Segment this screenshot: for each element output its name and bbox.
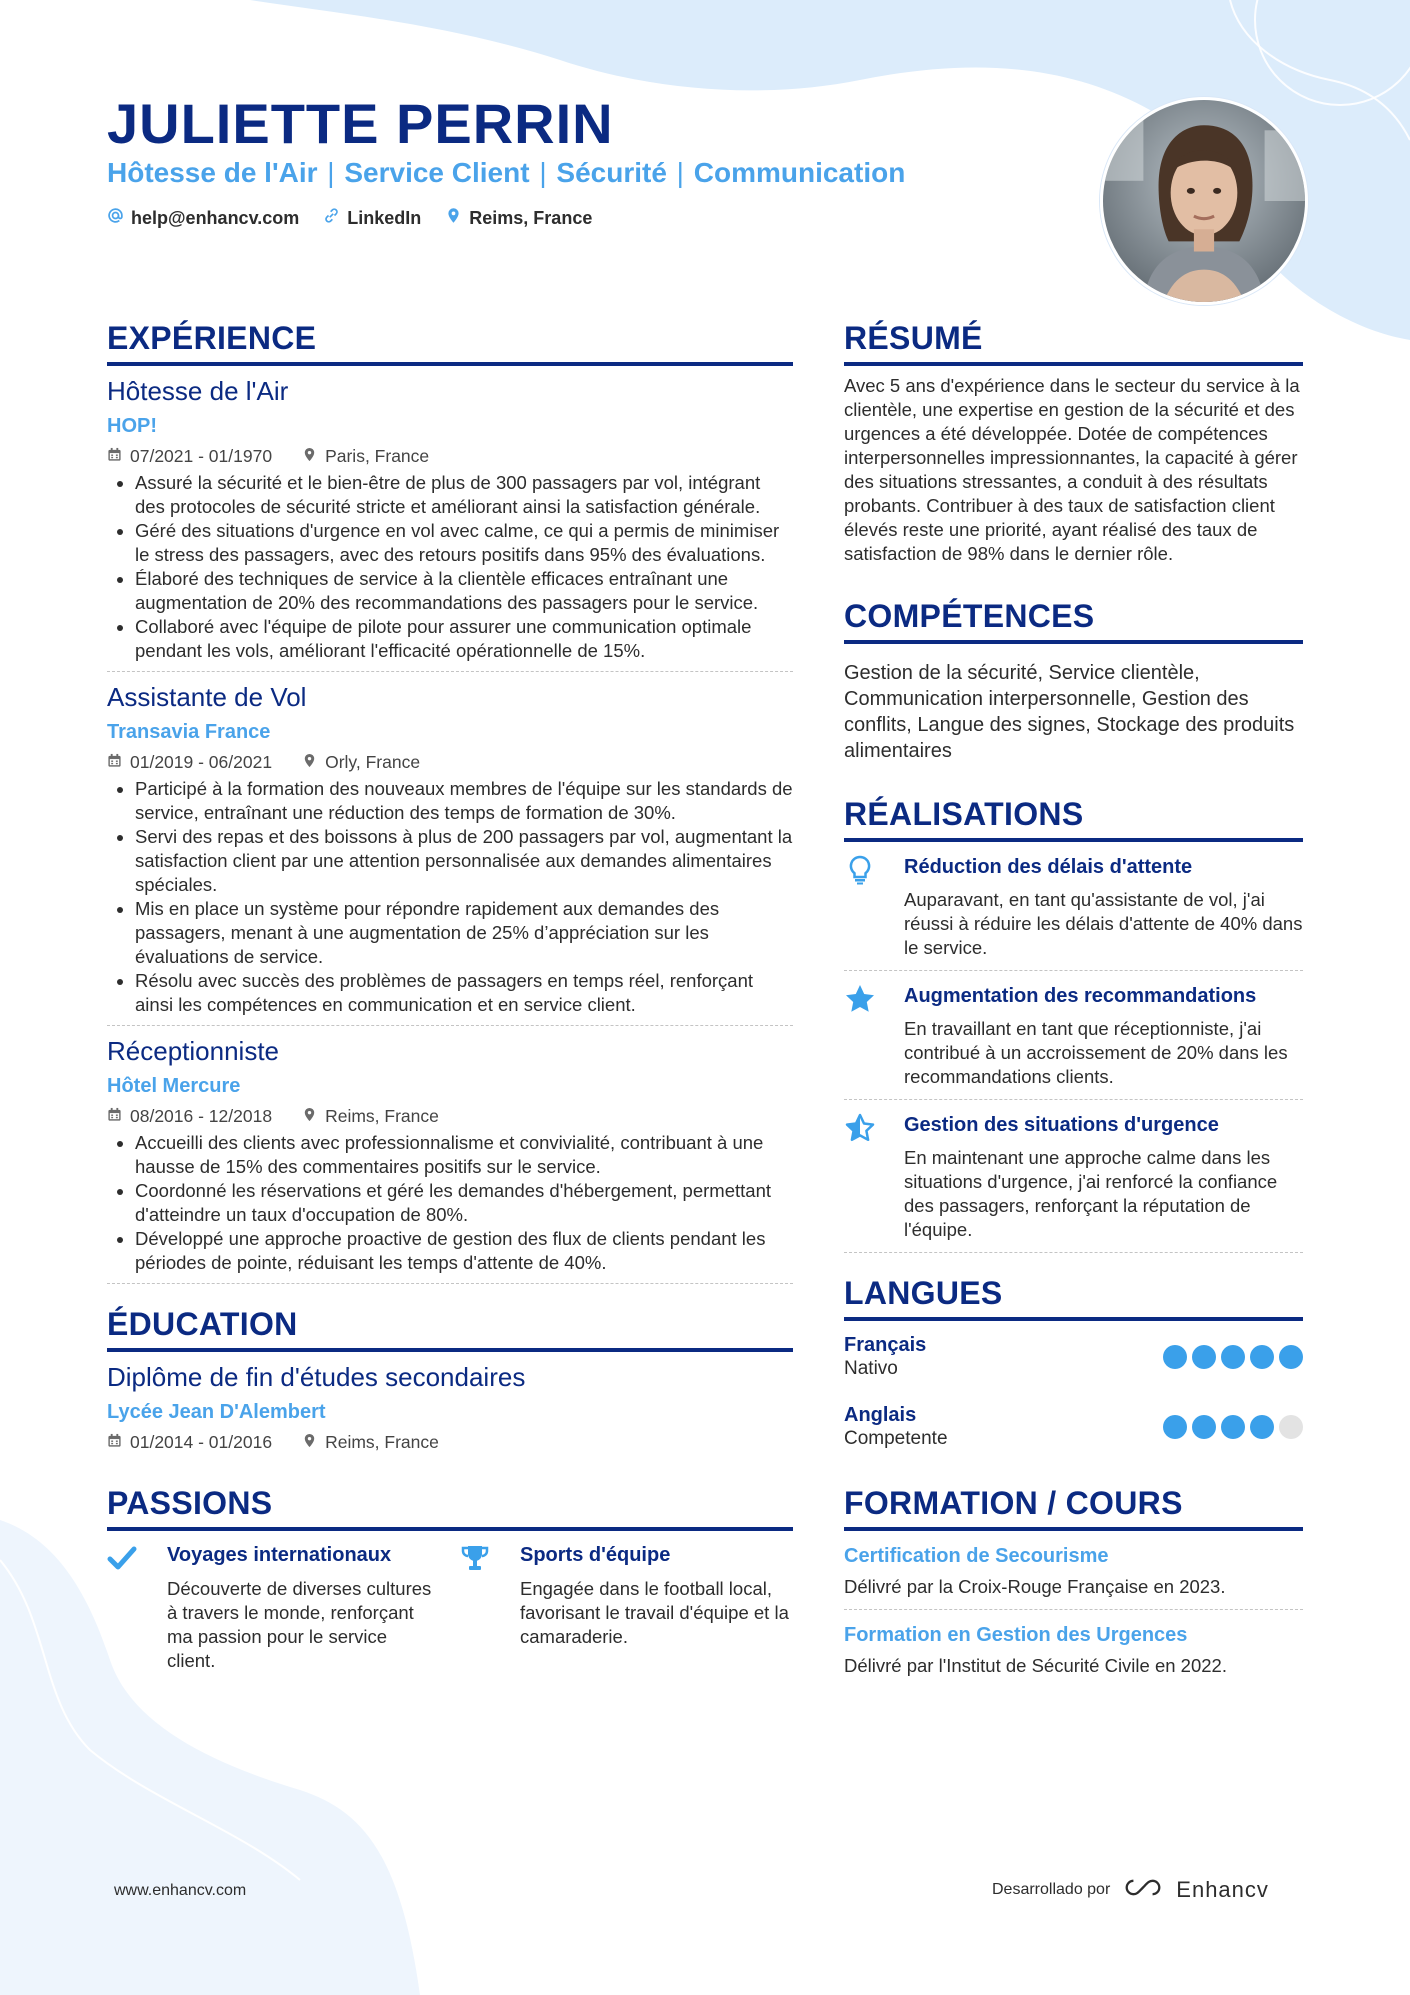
job-title: Réceptionniste xyxy=(107,1036,279,1066)
headline: Hôtesse de l'Air | Service Client | Sécurité | Communication xyxy=(107,157,906,188)
job-meta xyxy=(107,445,793,467)
language-name: Français xyxy=(844,1334,927,1356)
rating-dot xyxy=(1221,1345,1245,1369)
calendar-icon xyxy=(107,445,122,467)
job-bullets xyxy=(107,777,793,1017)
summary-text: Avec 5 ans d'expérience dans le secteur du service à la clientèle, une expertise en gestion de la sécurité et des urgences a été développée. Dotée de compétences interpersonnelles impressionnantes, la capacité à gérer des situations stressantes, a conduit à des résultats probants. Contribuer à des taux de satisfaction client élevés reste une priorité, ayant réalisé des taux de satisfaction de 98% dans le dernier rôle. xyxy=(844,375,1300,564)
passion-item xyxy=(460,1541,793,1673)
calendar-icon xyxy=(107,1431,122,1453)
experience-section-title: EXPÉRIENCE xyxy=(107,318,793,366)
job-entry xyxy=(107,1026,793,1284)
location-pin-icon xyxy=(302,751,317,773)
job-title: Assistante de Vol xyxy=(107,682,307,712)
language-rating xyxy=(1163,1345,1303,1369)
job-entry xyxy=(107,672,793,1026)
job-dates: 07/2021 - 01/1970 xyxy=(130,446,273,466)
at-icon xyxy=(107,207,124,229)
calendar-icon xyxy=(107,1105,122,1127)
powered-by-text: Desarrollado por xyxy=(992,1881,1111,1898)
course-item xyxy=(844,1531,1303,1610)
rating-dot xyxy=(1163,1345,1187,1369)
location-pin-icon xyxy=(302,445,317,467)
contact-location xyxy=(445,207,592,229)
language-name: Anglais xyxy=(844,1404,917,1426)
rating-dot xyxy=(1279,1345,1303,1369)
footer-branding[interactable] xyxy=(992,1876,1269,1904)
candidate-name: JULIETTE PERRIN xyxy=(107,92,614,155)
passion-title: Sports d'équipe xyxy=(520,1544,671,1566)
rating-dot xyxy=(1192,1345,1216,1369)
bullet-item: • Servi des repas et des boissons à plus de 200 passagers par vol, augmentant la satisfaction client par une attention personnalisée aux demandes alimentaires spéciales. xyxy=(135,825,793,897)
language-level: Competente xyxy=(844,1428,948,1449)
course-title: Certification de Secourisme xyxy=(844,1545,1109,1567)
job-company: Hôtel Mercure xyxy=(107,1075,241,1097)
contact-info xyxy=(107,207,592,229)
skills-section-title: COMPÉTENCES xyxy=(844,596,1303,644)
headline-item: Sécurité xyxy=(556,157,667,188)
linkedin-text: LinkedIn xyxy=(347,207,422,228)
contact-linkedin[interactable] xyxy=(323,207,421,229)
location-pin-icon xyxy=(302,1105,317,1127)
passions-list xyxy=(107,1541,793,1673)
brand-name: Enhancv xyxy=(1176,1877,1269,1902)
languages-section-title: LANGUES xyxy=(844,1273,1303,1321)
headline-item: Service Client xyxy=(344,157,530,188)
passion-item xyxy=(107,1541,440,1673)
right-column xyxy=(844,318,1303,1688)
bullet-item: • Assuré la sécurité et le bien-être de plus de 300 passagers par vol, intégrant des protocoles de sécurité stricte et améliorant ainsi la satisfaction générale. xyxy=(135,471,793,519)
course-desc: Délivré par la Croix-Rouge Française en 2023. xyxy=(844,1576,1226,1597)
bullet-item: • Accueilli des clients avec professionnalisme et convivialité, contribuant à une hausse de 15% des commentaires positifs sur le service. xyxy=(135,1131,793,1179)
course-title: Formation en Gestion des Urgences xyxy=(844,1624,1188,1646)
passion-title: Voyages internationaux xyxy=(167,1544,392,1566)
trophy-icon xyxy=(460,1541,508,1673)
language-rating xyxy=(1163,1415,1303,1439)
bullet-item: • Élaboré des techniques de service à la clientèle efficaces entraînant une augmentation de 20% des recommandations des passagers pour le service. xyxy=(135,567,793,615)
job-location: Paris, France xyxy=(325,446,430,466)
location-pin-icon xyxy=(302,1431,317,1453)
link-icon xyxy=(323,207,340,229)
job-title: Hôtesse de l'Air xyxy=(107,376,289,406)
language-level: Nativo xyxy=(844,1358,898,1379)
bullet-item: • Résolu avec succès des problèmes de passagers en temps réel, renforçant ainsi les compétences en communication et en service client. xyxy=(135,969,793,1017)
check-icon xyxy=(107,1541,155,1673)
passions-section-title: PASSIONS xyxy=(107,1483,793,1531)
contact-email[interactable] xyxy=(107,207,299,229)
education-dates: 01/2014 - 01/2016 xyxy=(130,1432,273,1452)
star-outline-icon xyxy=(844,1112,892,1242)
language-item xyxy=(844,1327,1303,1383)
degree: Diplôme de fin d'études secondaires xyxy=(107,1362,526,1392)
achievement-title: Augmentation des recommandations xyxy=(904,985,1257,1007)
rating-dot xyxy=(1192,1415,1216,1439)
job-company: Transavia France xyxy=(107,721,271,743)
rating-dot xyxy=(1163,1415,1187,1439)
job-bullets xyxy=(107,1131,793,1275)
education-meta xyxy=(107,1431,793,1453)
job-dates: 01/2019 - 06/2021 xyxy=(130,752,273,772)
profile-photo xyxy=(1100,97,1308,305)
job-location: Orly, France xyxy=(325,752,421,772)
achievement-desc: En travaillant en tant que réceptionniste, j'ai contribué à un accroissement de 20% dans les recommandations clients. xyxy=(904,1018,1288,1087)
achievement-item xyxy=(844,842,1303,971)
headline-item: Hôtesse de l'Air xyxy=(107,157,318,188)
course-item xyxy=(844,1610,1303,1688)
education-location: Reims, France xyxy=(325,1432,439,1452)
bullet-item: • Géré des situations d'urgence en vol avec calme, ce qui a permis de minimiser le stress des passagers, avec des retours positifs dans 95% des évaluations. xyxy=(135,519,793,567)
job-meta xyxy=(107,751,793,773)
passion-desc: Engagée dans le football local, favorisant le travail d'équipe et la camaraderie. xyxy=(520,1578,789,1647)
bullet-item: • Participé à la formation des nouveaux membres de l'équipe sur les standards de service, entraînant une réduction des temps de formation de 30%. xyxy=(135,777,793,825)
achievement-desc: Auparavant, en tant qu'assistante de vol, j'ai réussi à réduire les délais d'attente de 40% dans le service. xyxy=(904,889,1303,958)
enhancv-logo-icon xyxy=(1120,1876,1166,1904)
summary-section-title: RÉSUMÉ xyxy=(844,318,1303,366)
star-icon xyxy=(844,983,892,1089)
rating-dot-empty xyxy=(1279,1415,1303,1439)
education-entry xyxy=(107,1352,793,1453)
job-bullets xyxy=(107,471,793,663)
headline-item: Communication xyxy=(693,157,906,188)
achievement-title: Gestion des situations d'urgence xyxy=(904,1114,1219,1136)
bullet-item: • Collaboré avec l'équipe de pilote pour assurer une communication optimale pendant les vols, améliorant l'efficacité opérationnelle de 15%. xyxy=(135,615,793,663)
footer-website[interactable]: www.enhancv.com xyxy=(114,1882,247,1899)
courses-section-title: FORMATION / COURS xyxy=(844,1483,1303,1531)
course-desc: Délivré par l'Institut de Sécurité Civile en 2022. xyxy=(844,1655,1227,1676)
language-item xyxy=(844,1397,1303,1453)
job-meta xyxy=(107,1105,793,1127)
education-section-title: ÉDUCATION xyxy=(107,1304,793,1352)
job-location: Reims, France xyxy=(325,1106,439,1126)
location-text: Reims, France xyxy=(469,207,593,228)
achievement-title: Réduction des délais d'attente xyxy=(904,856,1193,878)
rating-dot xyxy=(1250,1345,1274,1369)
bullet-item: • Mis en place un système pour répondre rapidement aux demandes des passagers, menant à une augmentation de 25% d’appréciation sur les évaluations de service. xyxy=(135,897,793,969)
school: Lycée Jean D'Alembert xyxy=(107,1401,326,1423)
achievements-section-title: RÉALISATIONS xyxy=(844,794,1303,842)
bullet-item: • Coordonné les réservations et géré les demandes d'hébergement, permettant d'atteindre un taux d'occupation de 80%. xyxy=(135,1179,793,1227)
achievement-item xyxy=(844,1100,1303,1253)
location-pin-icon xyxy=(445,207,462,229)
lightbulb-icon xyxy=(844,854,892,960)
skills-text: Gestion de la sécurité, Service clientèle, Communication interpersonnelle, Gestion des conflits, Langue des signes, Stockage des produits alimentaires xyxy=(844,662,1295,762)
email-text: help@enhancv.com xyxy=(131,207,300,228)
bullet-item: • Développé une approche proactive de gestion des flux de clients pendant les périodes de pointe, réduisant les temps d'attente de 40%. xyxy=(135,1227,793,1275)
left-column xyxy=(107,318,793,1673)
job-entry xyxy=(107,366,793,672)
job-company: HOP! xyxy=(107,415,157,437)
achievement-desc: En maintenant une approche calme dans les situations d'urgence, j'ai renforcé la confiance des passagers, renforçant la réputation de l'équipe. xyxy=(904,1147,1278,1240)
calendar-icon xyxy=(107,751,122,773)
passion-desc: Découverte de diverses cultures à travers le monde, renforçant ma passion pour le service client. xyxy=(167,1578,432,1671)
rating-dot xyxy=(1221,1415,1245,1439)
job-dates: 08/2016 - 12/2018 xyxy=(130,1106,273,1126)
achievement-item xyxy=(844,971,1303,1100)
rating-dot xyxy=(1250,1415,1274,1439)
